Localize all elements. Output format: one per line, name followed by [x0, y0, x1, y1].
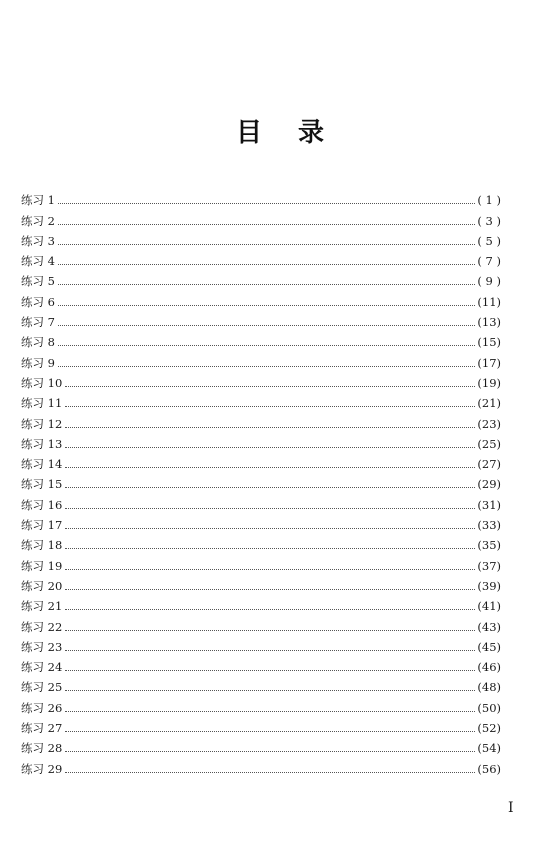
toc-entry-page: (35) — [477, 538, 501, 553]
toc-entry[interactable] — [21, 248, 501, 268]
toc-entry-page: (48) — [477, 680, 501, 695]
toc-entry-label: 练习 15 — [21, 477, 63, 492]
toc-entry-label: 练习 9 — [21, 355, 55, 370]
toc-entry-label: 练习 10 — [21, 375, 63, 390]
toc-dot-leader — [65, 609, 475, 610]
toc-entry-page: ( 9 ) — [477, 274, 501, 289]
toc-entry[interactable] — [21, 288, 501, 308]
toc-dot-leader — [65, 690, 475, 691]
toc-entry[interactable] — [21, 735, 501, 755]
toc-dot-leader — [58, 325, 475, 326]
toc-entry-label: 练习 1 — [21, 193, 55, 208]
toc-entry-page: (39) — [477, 578, 501, 593]
toc-dot-leader — [65, 589, 475, 590]
toc-entry[interactable] — [21, 613, 501, 633]
toc-dot-leader — [65, 670, 475, 671]
toc-dot-leader — [65, 406, 475, 407]
toc-entry-label: 练习 8 — [21, 335, 55, 350]
toc-entry[interactable] — [21, 593, 501, 613]
toc-dot-leader — [65, 650, 475, 651]
toc-entry-page: (50) — [477, 700, 501, 715]
toc-dot-leader — [65, 427, 475, 428]
toc-dot-leader — [58, 224, 475, 225]
toc-entry[interactable] — [21, 268, 501, 288]
toc-dot-leader — [65, 630, 475, 631]
toc-entry[interactable] — [21, 512, 501, 532]
toc-dot-leader — [65, 467, 475, 468]
toc-entry-label: 练习 13 — [21, 436, 63, 451]
toc-entry[interactable] — [21, 349, 501, 369]
toc-dot-leader — [58, 284, 475, 285]
toc-entry-label: 练习 7 — [21, 315, 55, 330]
page-number: I — [508, 800, 514, 816]
toc-dot-leader — [58, 203, 475, 204]
toc-entry[interactable] — [21, 715, 501, 735]
toc-entry-label: 练习 16 — [21, 497, 63, 512]
toc-dot-leader — [65, 508, 475, 509]
toc-entry[interactable] — [21, 309, 501, 329]
toc-entry-label: 练习 19 — [21, 558, 63, 573]
toc-entry-label: 练习 27 — [21, 721, 63, 736]
toc-entry-label: 练习 20 — [21, 578, 63, 593]
toc-dot-leader — [65, 447, 475, 448]
toc-dot-leader — [58, 345, 475, 346]
title-char-2: 录 — [298, 118, 325, 148]
toc-entry-label: 练习 22 — [21, 619, 63, 634]
toc-entry-page: (13) — [477, 315, 501, 330]
toc-dot-leader — [65, 731, 475, 732]
toc-entry[interactable] — [21, 431, 501, 451]
toc-entry-page: (29) — [477, 477, 501, 492]
toc-entry-page: (45) — [477, 639, 501, 654]
toc-dot-leader — [58, 366, 475, 367]
table-of-contents — [21, 187, 501, 776]
toc-entry-page: (27) — [477, 457, 501, 472]
toc-entry-page: (15) — [477, 335, 501, 350]
toc-entry[interactable] — [21, 654, 501, 674]
toc-entry-page: (19) — [477, 375, 501, 390]
toc-entry-page: ( 1 ) — [477, 193, 501, 208]
toc-dot-leader — [58, 244, 475, 245]
toc-entry-page: ( 5 ) — [477, 233, 501, 248]
toc-entry[interactable] — [21, 228, 501, 248]
toc-entry-page: (46) — [477, 660, 501, 675]
toc-entry-page: (25) — [477, 436, 501, 451]
toc-dot-leader — [65, 386, 475, 387]
toc-entry[interactable] — [21, 187, 501, 207]
toc-entry-label: 练习 5 — [21, 274, 55, 289]
toc-entry-label: 练习 14 — [21, 457, 63, 472]
toc-entry[interactable] — [21, 451, 501, 471]
toc-entry[interactable] — [21, 471, 501, 491]
toc-entry[interactable] — [21, 390, 501, 410]
toc-entry[interactable] — [21, 491, 501, 511]
toc-entry-label: 练习 12 — [21, 416, 63, 431]
toc-dot-leader — [65, 751, 475, 752]
toc-entry-label: 练习 3 — [21, 233, 55, 248]
toc-entry[interactable] — [21, 329, 501, 349]
toc-entry-page: (21) — [477, 396, 501, 411]
toc-entry-page: (37) — [477, 558, 501, 573]
toc-dot-leader — [65, 711, 475, 712]
toc-entry-page: (23) — [477, 416, 501, 431]
toc-dot-leader — [58, 305, 475, 306]
toc-entry-label: 练习 4 — [21, 254, 55, 269]
toc-entry-label: 练习 24 — [21, 660, 63, 675]
toc-entry-page: (43) — [477, 619, 501, 634]
toc-entry-label: 练习 26 — [21, 700, 63, 715]
toc-dot-leader — [65, 569, 475, 570]
toc-entry[interactable] — [21, 532, 501, 552]
toc-entry-page: (11) — [477, 294, 501, 309]
toc-entry[interactable] — [21, 207, 501, 227]
toc-entry-page: (52) — [477, 721, 501, 736]
toc-entry-page: (31) — [477, 497, 501, 512]
toc-entry-page: ( 3 ) — [477, 213, 501, 228]
toc-entry-label: 练习 18 — [21, 538, 63, 553]
toc-entry[interactable] — [21, 634, 501, 654]
toc-dot-leader — [65, 528, 475, 529]
toc-entry-label: 练习 23 — [21, 639, 63, 654]
toc-entry-label: 练习 2 — [21, 213, 55, 228]
toc-entry-page: (17) — [477, 355, 501, 370]
toc-entry-label: 练习 11 — [21, 396, 63, 411]
toc-entry[interactable] — [21, 552, 501, 572]
toc-entry[interactable] — [21, 573, 501, 593]
toc-entry-page: (41) — [477, 599, 501, 614]
toc-entry-page: (33) — [477, 518, 501, 533]
toc-entry[interactable] — [21, 755, 501, 775]
page-title — [0, 112, 560, 149]
toc-dot-leader — [65, 772, 475, 773]
toc-entry[interactable] — [21, 410, 501, 430]
toc-entry[interactable] — [21, 694, 501, 714]
toc-entry-label: 练习 21 — [21, 599, 63, 614]
toc-entry-page: (54) — [477, 741, 501, 756]
toc-entry-label: 练习 28 — [21, 741, 63, 756]
toc-entry-page: (56) — [477, 761, 501, 776]
toc-entry-label: 练习 17 — [21, 518, 63, 533]
toc-entry-label: 练习 29 — [21, 761, 63, 776]
toc-entry[interactable] — [21, 370, 501, 390]
toc-entry-label: 练习 25 — [21, 680, 63, 695]
toc-entry-page: ( 7 ) — [477, 254, 501, 269]
toc-dot-leader — [65, 487, 475, 488]
toc-dot-leader — [65, 548, 475, 549]
toc-entry-label: 练习 6 — [21, 294, 55, 309]
toc-entry[interactable] — [21, 674, 501, 694]
toc-dot-leader — [58, 264, 475, 265]
title-char-1: 目 — [235, 118, 262, 148]
